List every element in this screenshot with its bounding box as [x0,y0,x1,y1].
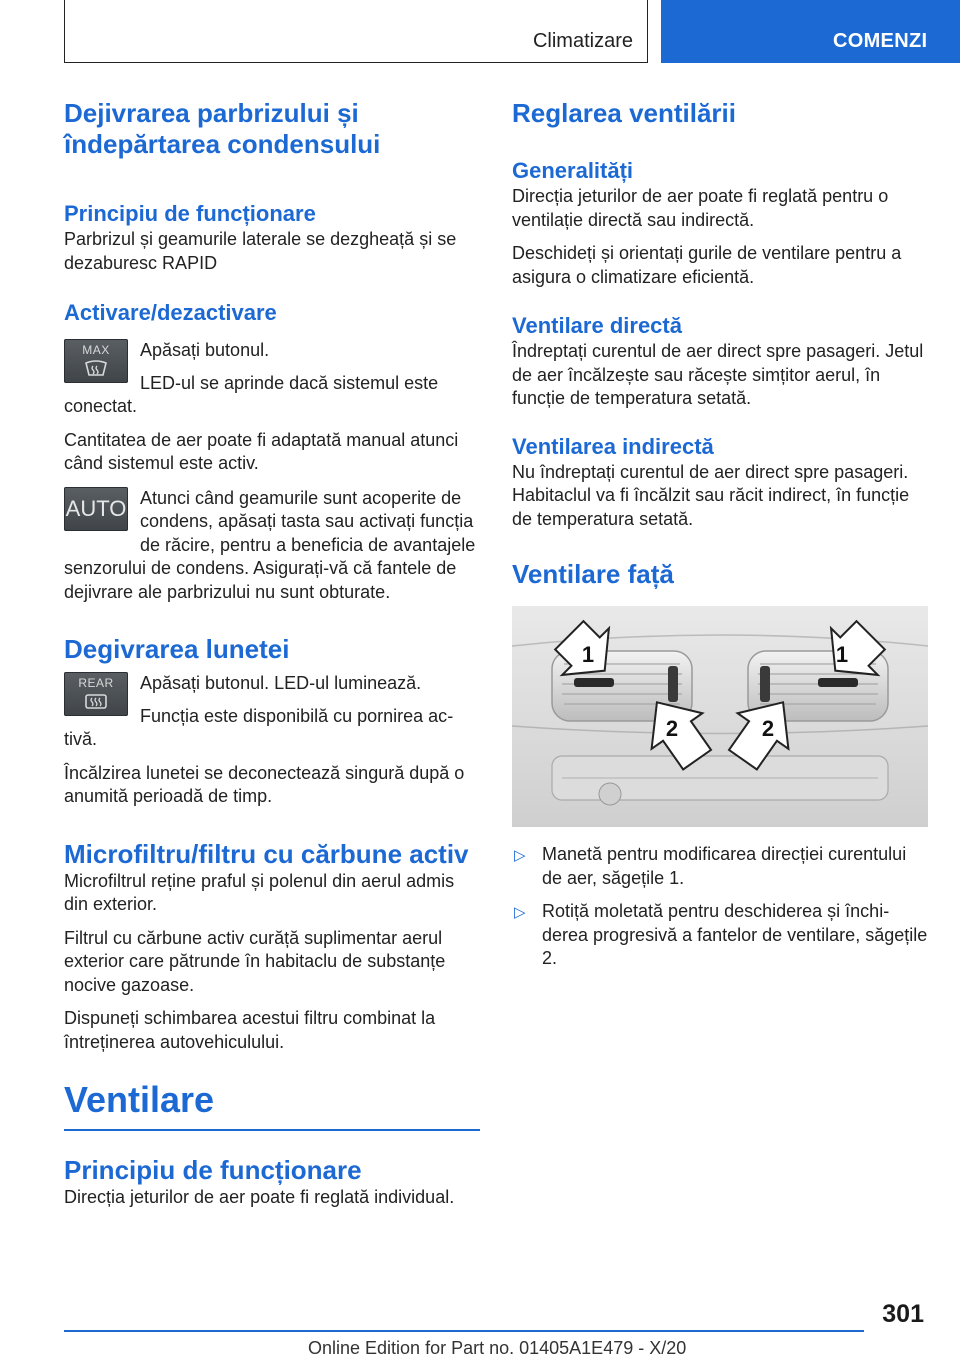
callout-2-left: 2 [665,716,679,741]
auto-label: AUTO [65,495,127,521]
max-defrost-button-icon [64,339,128,383]
page-number: 301 [882,1300,924,1328]
header-frame [64,0,648,63]
heading-direct: Ventilare directă [512,313,682,338]
auto-paragraph [64,487,480,605]
text-rear-press: Apăsați butonul. LED-ul luminează. [140,673,422,693]
text-principle-2: Direcția jeturilor de aer poate fi reglată individual. [64,1187,455,1207]
triangle-bullet-icon: ▷ [514,847,526,864]
list-item [512,900,928,971]
right-column [512,98,928,971]
edition-text: Online Edition for Part no. 01405A1E479 - X/20 [308,1338,687,1358]
heading-principle: Principiu de funcționare [64,201,316,226]
heading-filter: Microfiltru/filtru cu cărbune activ [64,838,469,869]
auto-button-icon [64,487,128,531]
triangle-bullet-icon: ▷ [514,904,526,921]
heading-ventilation: Ventilare [64,1079,215,1120]
text-principle: Parbrizul și geamurile laterale se dezgheață și se dezaburesc RAPID [64,229,457,273]
text-auto-condensation: Atunci când geamurile sunt acoperite de condens, apăsați tasta sau activați funcția de răcire, pentru a beneficia de avantajele senzorului de condens. Asigurați-vă că fantele de dejivrare ale parbrizului nu sunt obturate. [64,487,476,602]
text-press-button: Apăsați butonul. [140,340,270,360]
text-rear-function: Funcția este disponibilă cu pornirea activă. [64,705,454,749]
text-filter-3: Dispuneți schimbarea acestui filtru combinat la întreținerea autovehiculului. [64,1008,436,1052]
callout-1-left: 1 [581,642,595,667]
heading-adjust-ventilation: Reglarea ventilării [512,98,736,128]
heading-general: Generalități [512,158,634,183]
text-general-2: Deschideți și orientați gurile de ventilare pentru a asigura o climatizare eficientă. [512,243,902,287]
heading-defrost: Dejivrarea parbrizului și îndepărtarea condensului [64,98,381,159]
heading-rear-defrost: Degivrarea lunetei [64,634,290,664]
dashboard-vents-illustration [512,606,928,827]
heading-principle-2: Principiu de funcționare [64,1155,362,1185]
heading-indirect: Ventilarea indirectă [512,433,714,459]
text-led-on: LED-ul se aprinde dacă sistemul este conectat. [64,372,439,416]
text-air-amount: Cantitatea de aer poate fi adaptată manual atunci când sistemul este activ. [64,429,459,473]
callout-1-right: 1 [835,642,849,667]
rear-paragraph [64,672,480,752]
section-title: Climatizare [532,30,633,52]
max-label: MAX [82,343,110,357]
rear-window-heat-icon [84,692,108,710]
left-column [64,98,480,1210]
text-indirect: Nu îndreptați curentul de aer direct spre pasageri. Habitaclul va fi încălzit sau răcit indirect, în funcție de temperatura setată. [512,461,910,529]
windshield-heat-icon [84,359,108,377]
text-filter-2: Filtrul cu cărbune activ curăță suplimentar aerul exterior care pătrunde în habitaclu de substanțe nocive gazoase. [64,927,446,995]
text-rear-auto-off: Încălzirea lunetei se deconectează singură după o anumită perioadă de timp. [64,762,465,806]
heading-front-ventilation: Ventilare față [512,559,674,589]
max-paragraph [64,339,480,419]
list-item [512,843,928,890]
text-general-1: Direcția jeturilor de aer poate fi reglată pentru o ventilație directă sau indirectă. [512,186,889,230]
bullet-text-1: Manetă pentru modificarea direcției curentului de aer, săgețile 1. [542,844,907,888]
text-filter-1: Microfiltrul reține praful și polenul din aerul admis din exterior. [64,870,455,914]
text-direct: Îndreptați curentul de aer direct spre pasageri. Jetul de aer încălzește sau răcește simțitor aerul, în funcție de temperatura setată. [512,341,924,408]
chapter-tab[interactable]: COMENZI [661,0,960,63]
vent-photo [512,606,928,827]
rear-label: REAR [78,676,114,690]
rear-defrost-button-icon [64,672,128,716]
heading-activation: Activare/dezactivare [64,300,277,325]
footer-divider [64,1330,864,1332]
callout-2-right: 2 [761,716,775,741]
bullet-text-2: Rotiță moletată pentru deschiderea și închiderea progresivă a fantelor de ventilare, săgețile 2. [542,901,928,968]
